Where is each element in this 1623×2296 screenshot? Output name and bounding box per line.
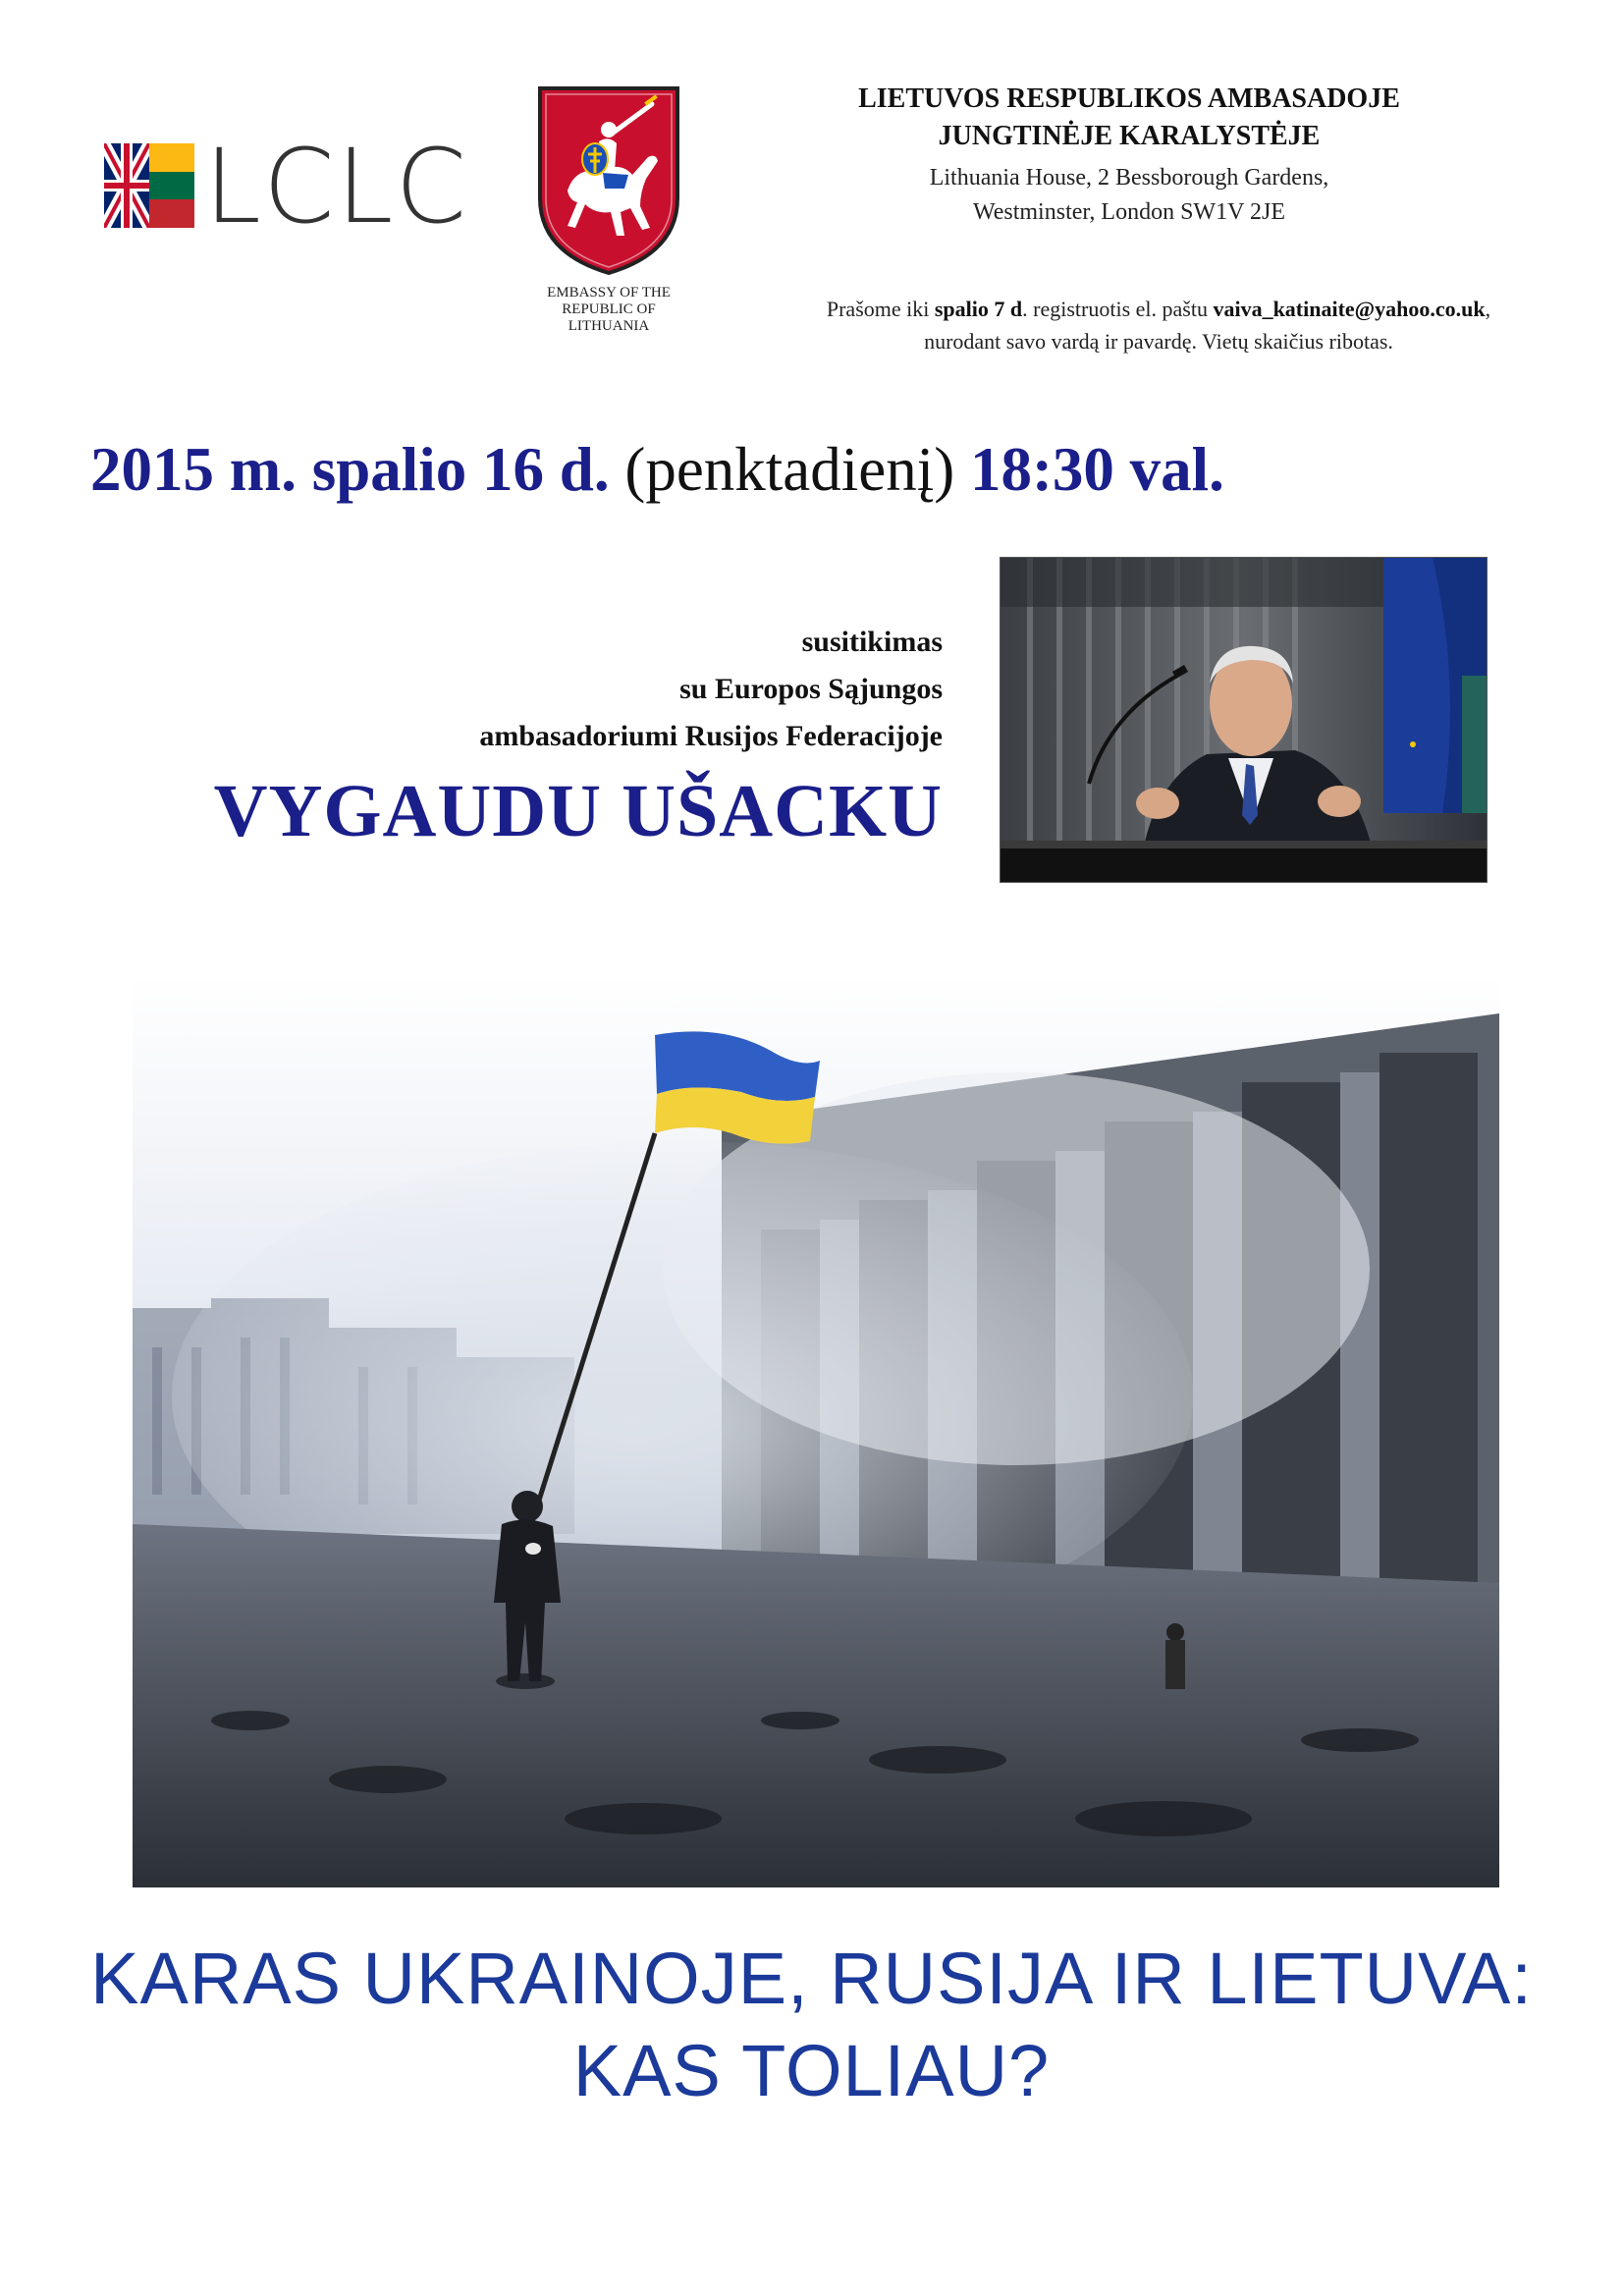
event-topic [59,1933,1564,2117]
uk-lithuania-flag-icon [104,143,194,228]
registration-deadline: spalio 7 d [934,297,1023,321]
speaker-photo [1000,557,1488,883]
emblem-caption-line: EMBASSY OF THE [547,285,671,301]
event-date: 2015 m. spalio 16 d. [90,435,610,504]
registration-note [727,293,1591,357]
registration-line1 [727,293,1591,325]
lclc-logo [104,127,469,246]
registration-line2: nurodant savo vardą ir pavardę. Vietų skaičius ribotas. [924,329,1393,354]
meeting-line2: su Europos Sąjungos [679,673,943,705]
lclc-logo-text: LCLC [204,127,469,246]
emblem-caption-line: LITHUANIA [568,318,650,334]
speaker-portrait-image [1001,558,1487,882]
event-time: 18:30 val. [969,435,1224,504]
embassy-address-block [746,81,1512,230]
embassy-name-line1: LIETUVOS RESPUBLIKOS AMBASADOJE [858,83,1400,114]
speaker-name: VYGAUDU UŠACKU [213,770,943,852]
embassy-emblem [511,81,707,334]
emblem-caption [511,285,707,335]
embassy-address-line2: Westminster, London SW1V 2JE [973,199,1285,225]
registration-email: vaiva_katinaite@yahoo.co.uk [1213,297,1486,321]
embassy-address-line1: Lithuania House, 2 Bessborough Gardens, [929,165,1329,191]
topic-line1: KARAS UKRAINOJE, RUSIJA IR LIETUVA: [90,1938,1533,2019]
registration-prefix: Prašome iki [826,297,935,321]
event-date-line [90,432,1543,507]
vytis-coat-of-arms-icon [530,81,687,277]
meeting-description [88,619,943,858]
protester-with-flag-image [133,974,1499,1887]
registration-middle: . registruotis el. paštu [1022,297,1214,321]
meeting-line3: ambasadoriumi Rusijos Federacijoje [479,720,943,752]
embassy-name-line2: JUNGTINĖJE KARALYSTĖJE [938,121,1321,151]
registration-suffix: , [1485,297,1491,321]
kyiv-maidan-photo [133,974,1499,1887]
emblem-caption-line: REPUBLIC OF [562,301,656,317]
meeting-line1: susitikimas [801,626,943,658]
event-weekday: (penktadienį) [624,435,955,504]
topic-line2: KAS TOLIAU? [572,2030,1051,2111]
